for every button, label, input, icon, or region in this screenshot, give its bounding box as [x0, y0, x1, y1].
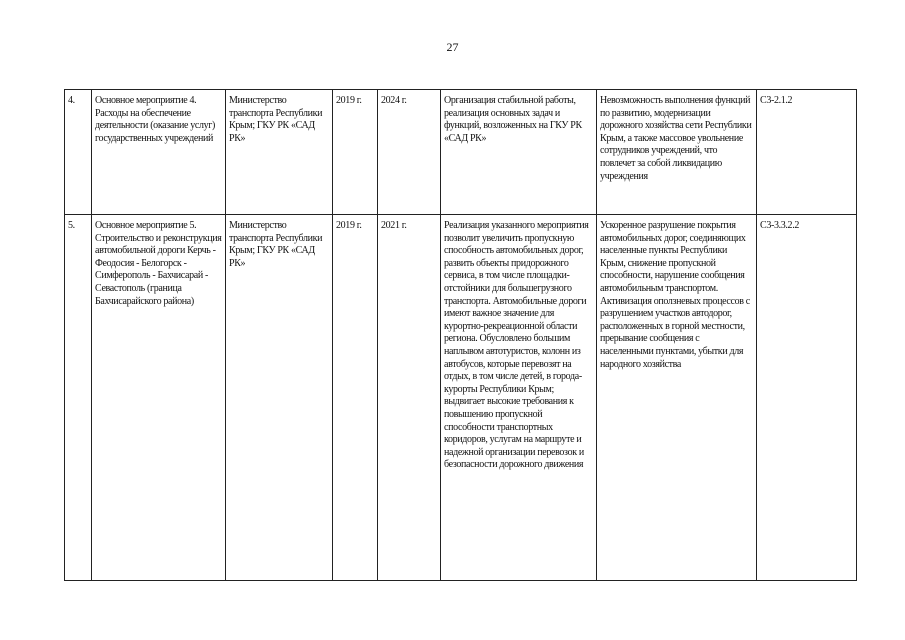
- cell-executor: Министерство транспорта Республики Крым; ГКУ РК «САД РК»: [226, 90, 333, 215]
- cell-start-year: 2019 г.: [333, 90, 378, 215]
- cell-end-year: 2021 г.: [378, 215, 441, 581]
- cell-number: 4.: [65, 90, 92, 215]
- cell-link: С3-3.3.2.2: [757, 215, 857, 581]
- cell-start-year: 2019 г.: [333, 215, 378, 581]
- page-number: 27: [446, 40, 459, 54]
- cell-link: С3-2.1.2: [757, 90, 857, 215]
- cell-end-year: 2024 г.: [378, 90, 441, 215]
- cell-expected-result: Реализация указанного мероприятия позволит увеличить пропускную способность автомобильных дорог, развить объекты придорожного сервиса, в том числе площадки-отстойники для большегрузного транспорта. Автомобильные дороги имеют важное значение для курортно-рекреационной области региона. Обусловлено большим наплывом автотуристов, колонн из автобусов, которые перевозят на отдых, в том числе детей, в города-курорты Республики Крым; выдвигает высокие требования к повышению пропускной способности транспортных коридоров, услугам на маршруте и надежной организации перевозок и безопасности дорожного движения: [441, 215, 597, 581]
- cell-measure-name: Основное мероприятие 5. Строительство и реконструкция автомобильной дороги Керчь - Феодосия - Белогорск - Симферополь - Бахчисарай - Севастополь (граница Бахчисарайского района): [92, 215, 226, 581]
- cell-number: 5.: [65, 215, 92, 581]
- cell-measure-name: Основное мероприятие 4. Расходы на обеспечение деятельности (оказание услуг) государственных учреждений: [92, 90, 226, 215]
- cell-executor: Министерство транспорта Республики Крым; ГКУ РК «САД РК»: [226, 215, 333, 581]
- measures-table: [64, 89, 857, 581]
- table-row: [65, 90, 857, 215]
- cell-expected-result: Организация стабильной работы, реализация основных задач и функций, возложенных на ГКУ РК «САД РК»: [441, 90, 597, 215]
- cell-risk: Невозможность выполнения функций по развитию, модернизации дорожного хозяйства сети Республики Крым, а также массовое увольнение сотрудников учреждений, что повлечет за собой ликвидацию учреждения: [597, 90, 757, 215]
- cell-risk: Ускоренное разрушение покрытия автомобильных дорог, соединяющих населенные пункты Республики Крым, снижение пропускной способности, нарушение сообщения автомобильным транспортом. Активизация оползневых процессов с разрушением участков автодорог, расположенных в горной местности, прерывание сообщения с населенными пунктами, убытки для народного хозяйства: [597, 215, 757, 581]
- table-row: [65, 215, 857, 581]
